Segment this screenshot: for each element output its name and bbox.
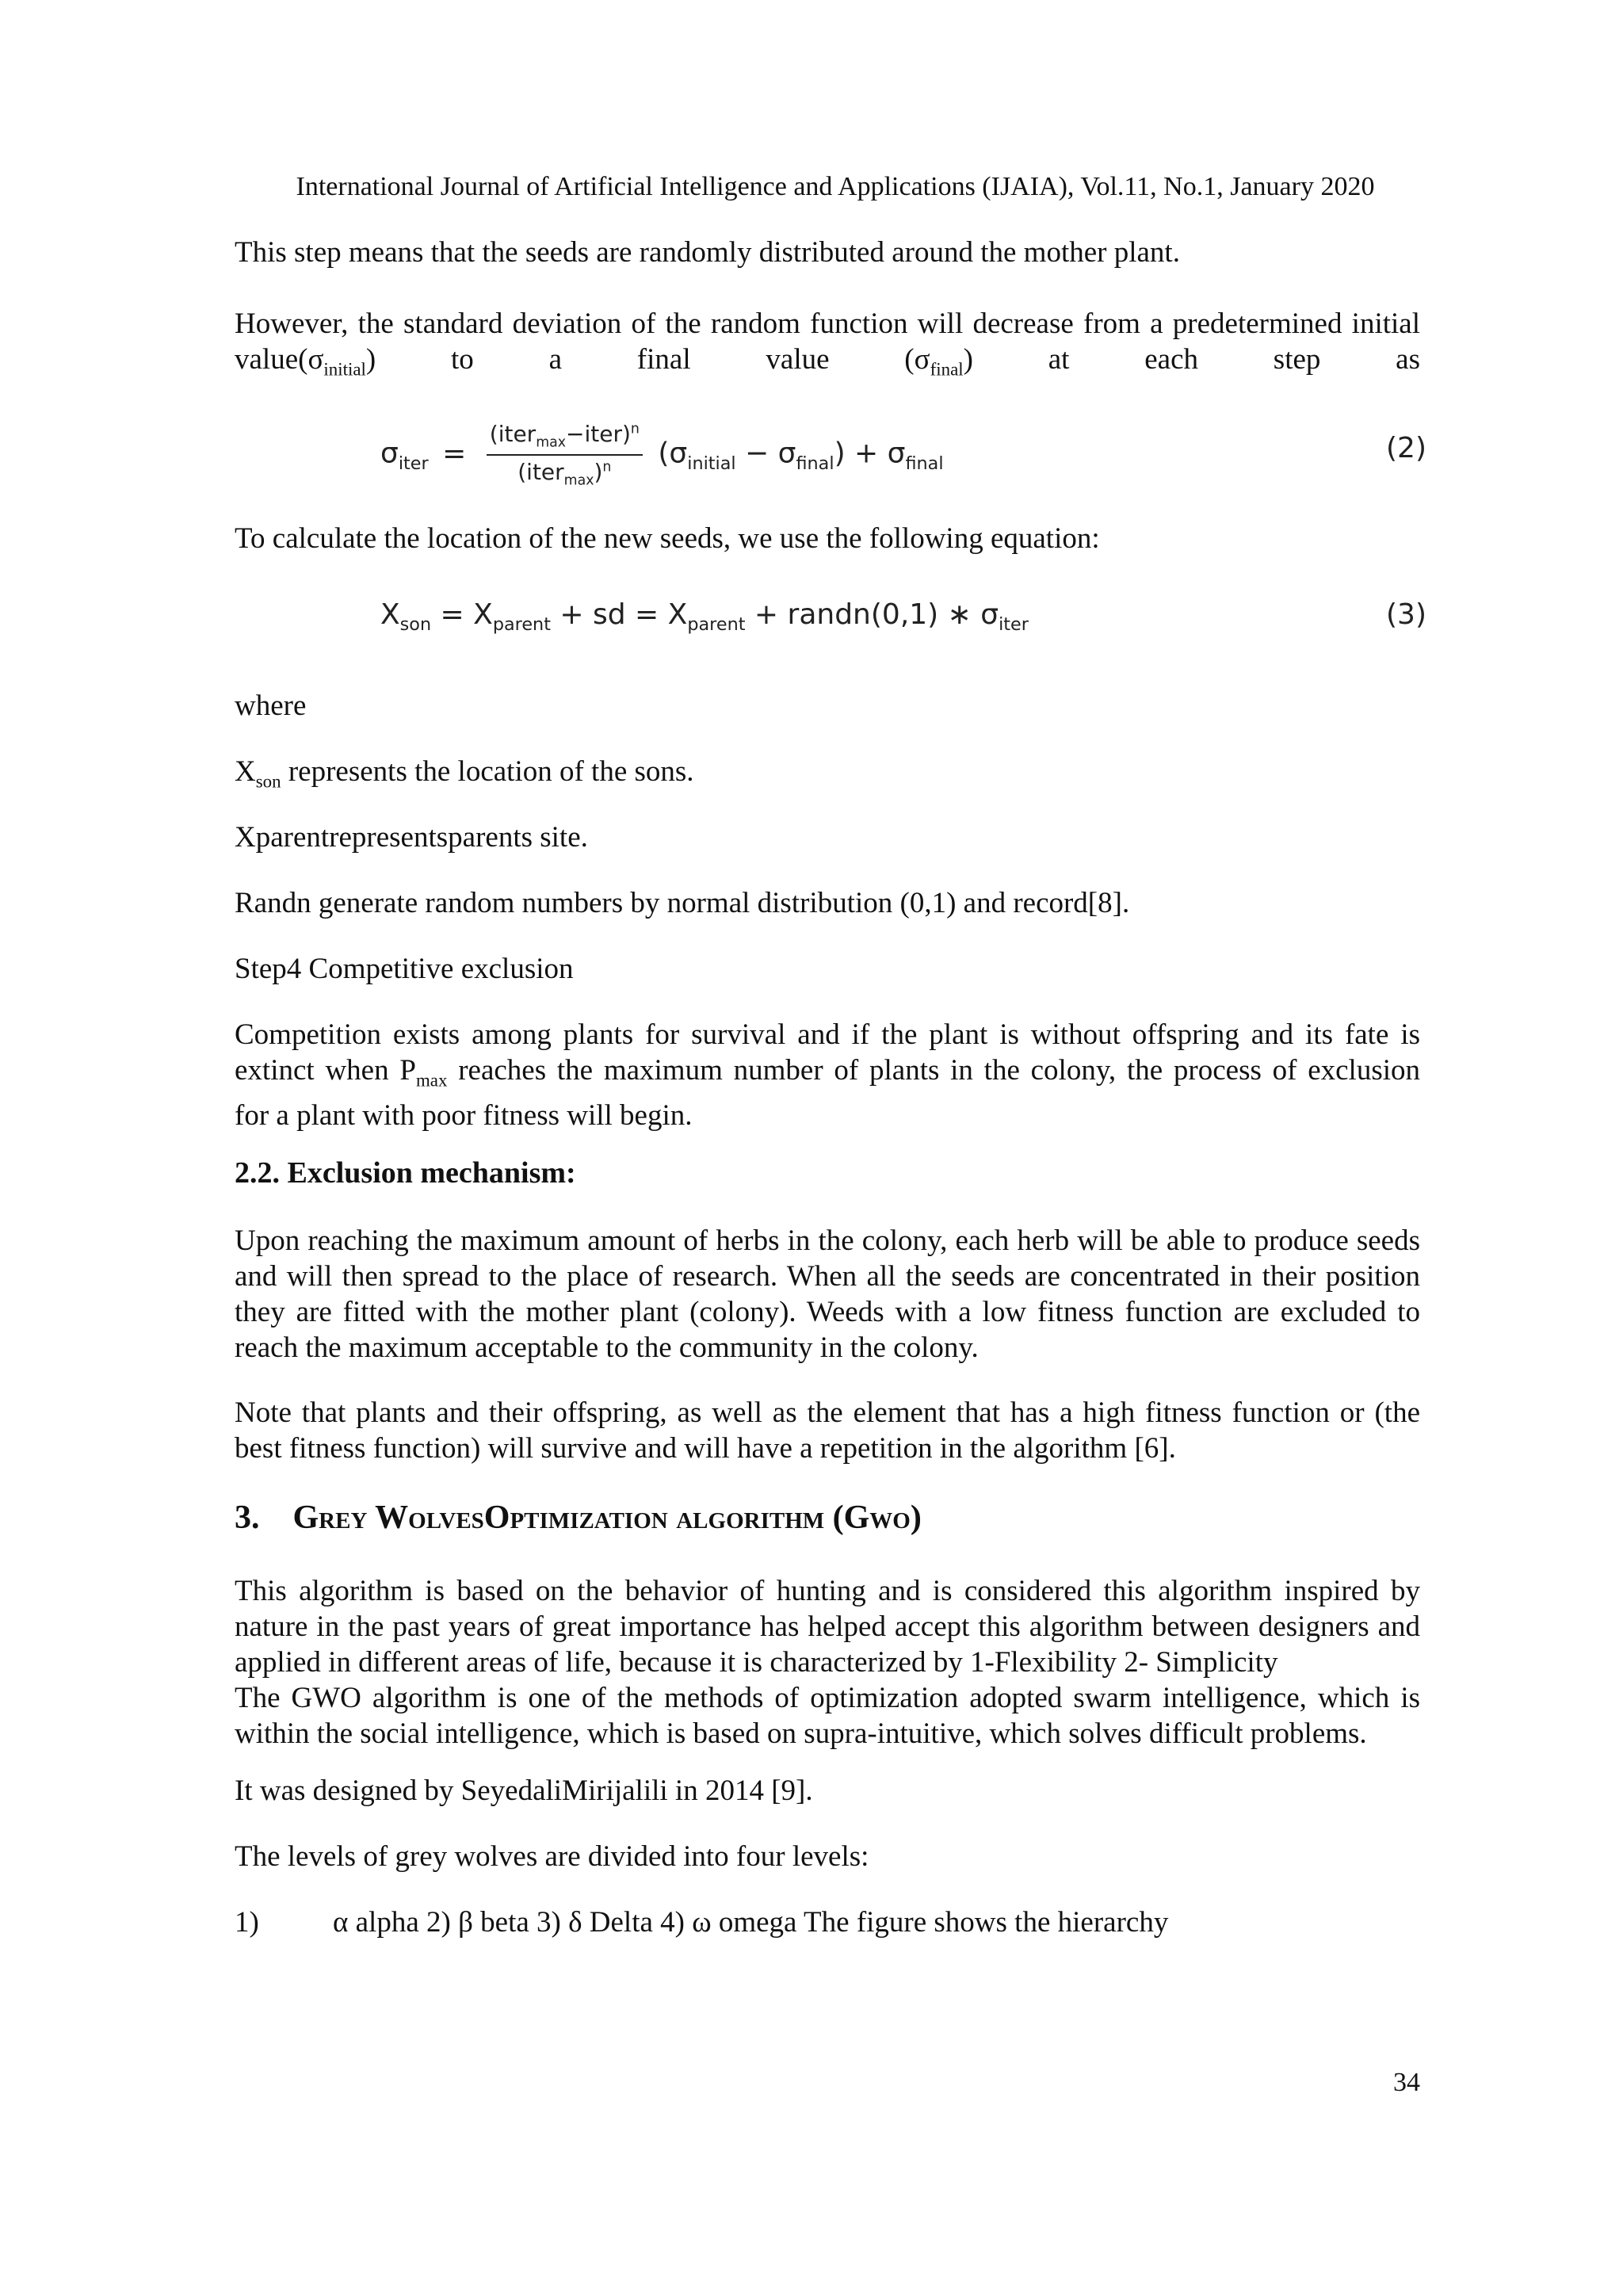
paragraph-where: where	[235, 690, 307, 722]
section-3-heading: 3. Grey WolvesOptimization algorithm (Gwo)	[235, 1499, 922, 1536]
paragraph-randn: Randn generate random numbers by normal distribution (0,1) and record[8].	[235, 887, 1130, 919]
journal-header: International Journal of Artificial Intelligence and Applications (IJAIA), Vol.11, No.1, January 2020	[296, 172, 1375, 201]
paragraph-competition: Competition exists among plants for survival and if the plant is without offspring and its fate is extinct when $P_{max}$ reaches the maximum number of plants in the colony, the process of exclusion for a plant with poor fitness will begin.	[235, 1018, 1421, 1133]
list-item-number: 1)	[235, 1906, 259, 1939]
paragraph-note: Note that plants and their offspring, as well as the element that has a high fitness function or (the best fitness function) will survive and will have a repetition in the algorithm [6].	[235, 1396, 1420, 1465]
equation-2-fraction: $\frac{(iter_{max}-iter)^n}{(iter_{max})^n}$	[487, 421, 643, 488]
page-number: 34	[1393, 2068, 1420, 2097]
equation-3-number: (3)	[1386, 598, 1426, 631]
paragraph-xparent: Xparentrepresentsparents site.	[235, 821, 588, 854]
paragraph-std-deviation: However, the standard deviation of the random function will decrease from a predetermined initial $value(\sigma_{initial})$ to a final value $(\sigma_{final})$ at each step as	[235, 308, 1420, 380]
paragraph-seeds-distribution: This step means that the seeds are randomly distributed around the mother plant.	[235, 236, 1180, 269]
paragraph-exclusion: Upon reaching the maximum amount of herbs in the colony, each herb will be able to produce seeds and will then spread to the place of research. When all the seeds are concentrated in their position they are fitted with the mother plant (colony). Weeds with a low fitness function are excluded to reach the maximum acceptable to the community in the colony.	[235, 1224, 1420, 1364]
paragraph-new-seeds: To calculate the location of the new seeds, we use the following equation:	[235, 522, 1100, 555]
equation-2: $\sigma_{iter}$ = $\frac{(iter_{max}-iter)^n}{(iter_{max})^n}$ $(\sigma_{initial} - \sigma_{final}) + \sigma_{final}$ (2)	[380, 421, 1426, 489]
paragraph-gwo-intro: This algorithm is based on the behavior of hunting and is considered this algorithm inspired by nature in the past years of great importance has helped accept this algorithm between designers and applied in different areas of life, because it is characterized by 1-Flexibility 2- Simplicity	[235, 1575, 1420, 1679]
equation-3: $X_{son} = X_{parent}$ + sd = $X_{parent}$ + randn(0,1) ∗ $\sigma_{iter}$ (3)	[380, 598, 1426, 636]
paragraph-levels: The levels of grey wolves are divided into four levels:	[235, 1840, 869, 1873]
equation-2-number: (2)	[1386, 432, 1426, 464]
list-item-text: α alpha 2) β beta 3) δ Delta 4) ω omega The figure shows the hierarchy	[333, 1906, 1169, 1939]
paragraph-gwo-swarm: The GWO algorithm is one of the methods of optimization adopted swarm intelligence, which is within the social intelligence, which is based on supra-intuitive, which solves difficult problems.	[235, 1682, 1420, 1750]
paragraph-designed-by: It was designed by SeyedaliMirijalili in 2014 [9].	[235, 1775, 813, 1807]
section-2-2-heading: 2.2. Exclusion mechanism:	[235, 1156, 576, 1190]
paragraph-step4: Step4 Competitive exclusion	[235, 953, 574, 985]
paragraph-xson: $X_{son}$ represents the location of the sons.	[235, 755, 694, 792]
